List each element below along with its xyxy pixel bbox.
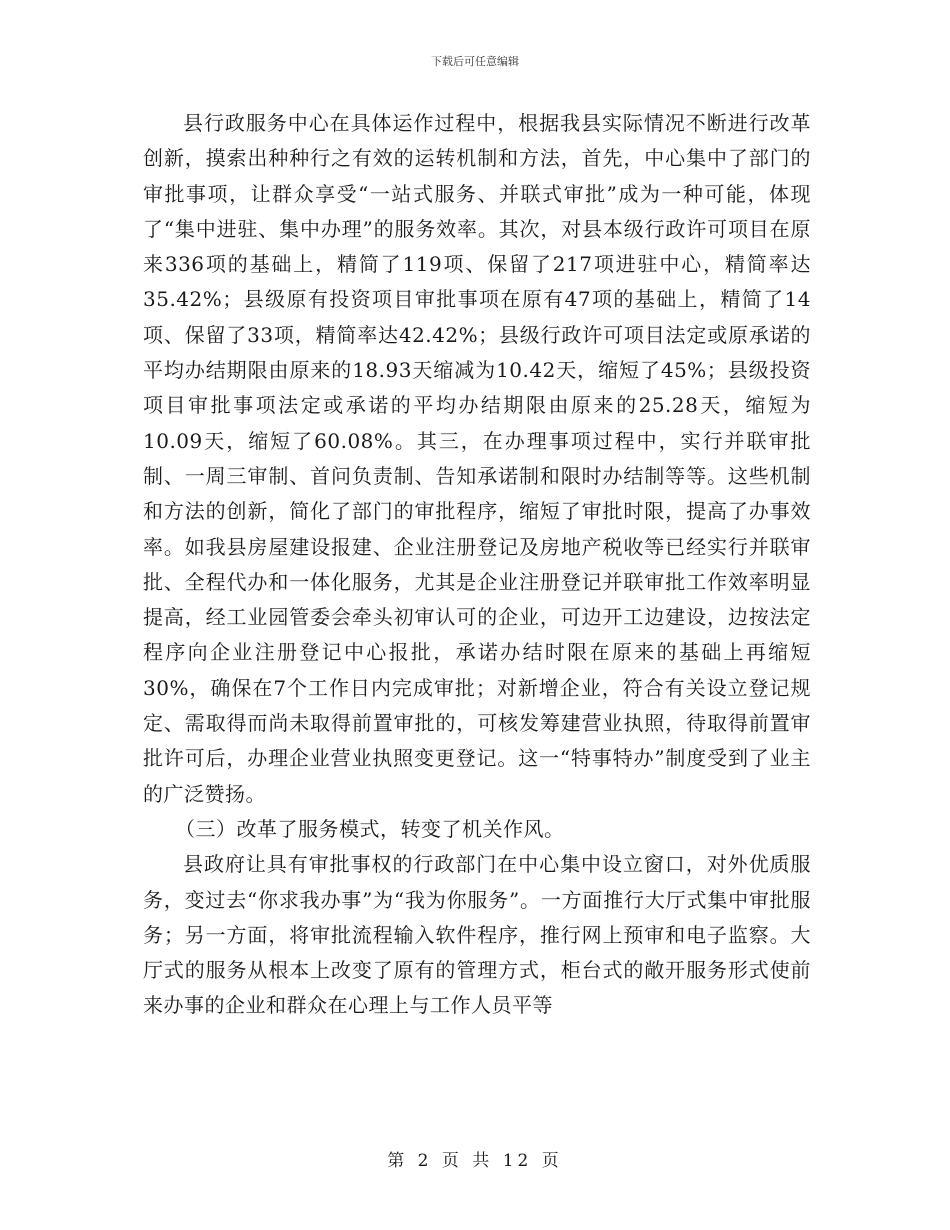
section-heading-service-model: （三）改革了服务模式，转变了机关作风。 (175, 816, 565, 841)
paragraph-reform-innovation: 县行政服务中心在具体运作过程中，根据我县实际情况不断进行改革创新，摸索出种种行之有效的运转机制和方法，首先，中心集中了部门的审批事项，让群众享受“一站式服务、并联式审批”成为一种可能，体现了“集中进驻、集中办理”的服务效率。其次，对县本级行政许可项目在原来336项的基础上，精简了119项、保留了217项进驻中心，精简率达35.42%；县级原有投资项目审批事项在原有47项的基础上，精简了14项、保留了33项，精简率达42.42%；县级行政许可项目法定或原承诺的平均办结期限由原来的18.93天缩减为10.42天，缩短了45%；县级投资项目审批事项法定或承诺的平均办结期限由原来的25.28天，缩短为10.09天，缩短了60.08%。其三，在办理事项过程中，实行并联审批制、一周三审制、首问负责制、告知承诺制和限时办结制等等。这些机制和方法的创新，简化了部门的审批程序，缩短了审批时限，提高了办事效率。如我县房屋建设报建、企业注册登记及房地产税收等已经实行并联审批、全程代办和一体化服务，尤其是企业注册登记并联审批工作效率明显提高，经工业园管委会牵头初审认可的企业，可边开工边建设，边按法定程序向企业注册登记中心报批，承诺办结时限在原来的基础上再缩短30%，确保在7个工作日内完成审批；对新增企业，符合有关设立登记规定、需取得而尚未取得前置审批的，可核发筹建营业执照，待取得前置审批许可后，办理企业营业执照变更登记。这一“特事特办”制度受到了业主的广泛赞扬。 (143, 111, 811, 806)
document-body (143, 106, 811, 1024)
page-header: 下载后可任意编辑 (431, 55, 519, 68)
page-number: 第 2 页 共 12 页 (387, 1151, 563, 1171)
paragraph-service-model: 县政府让具有审批事权的行政部门在中心集中设立窗口，对外优质服务，变过去“你求我办事”为“我为你服务”。一方面推行大厅式集中审批服务；另一方面，将审批流程输入软件程序，推行网上预审和电子监察。大厅式的服务从根本上改变了原有的管理方式，柜台式的敞开服务形式使前来办事的企业和群众在心理上与工作人员平等 (143, 852, 811, 1018)
